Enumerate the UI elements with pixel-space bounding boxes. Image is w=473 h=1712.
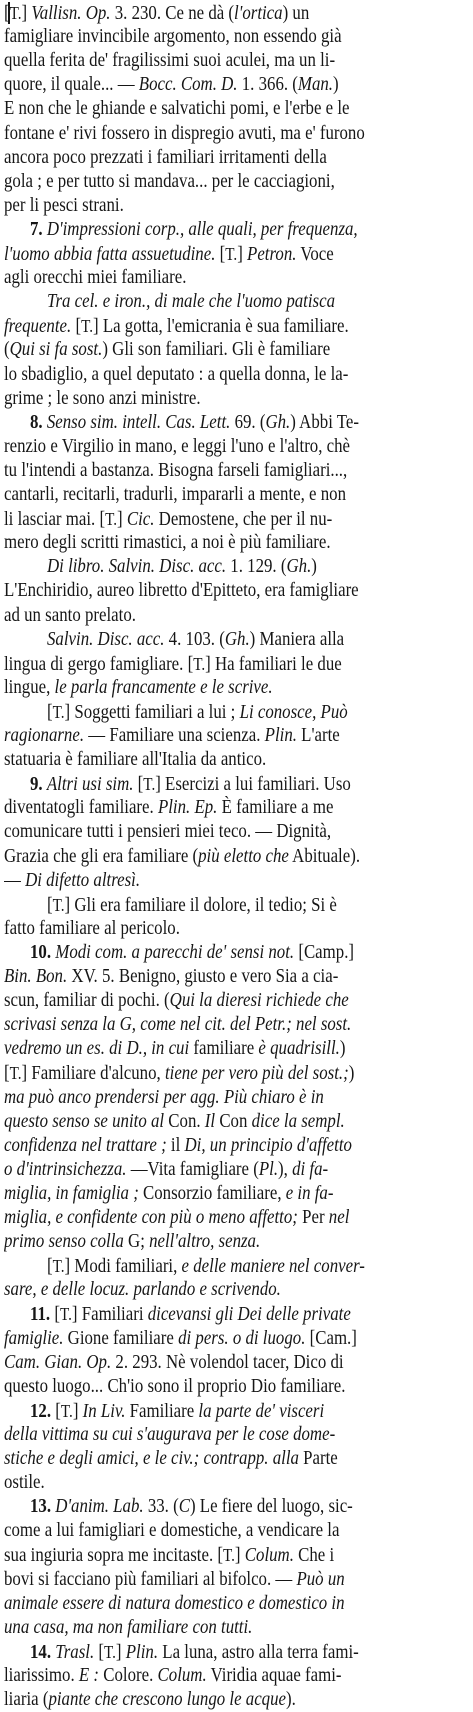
text-run: Il [204, 1110, 216, 1132]
text-run: In Liv. [82, 1400, 126, 1422]
text-line [4, 1447, 401, 1471]
text-run: diventatogli familiare. [4, 797, 158, 819]
text-run: l'uomo abbia fatta assuetudine. [4, 244, 216, 265]
text-run: ) Le fiere del luogo, sic- [189, 1496, 353, 1518]
text-run: Modi com. a parecchi de' sensi not. [55, 941, 295, 963]
dictionary-page [4, 0, 468, 1710]
text-run: ). [285, 1689, 296, 1710]
text-line [4, 1688, 401, 1712]
text-run: ) un [282, 3, 310, 24]
text-run: ) [333, 74, 339, 96]
text-run: È familiare a me [217, 797, 334, 819]
text-run: bovi si facciano più familiari al bifolco. — [4, 1568, 297, 1590]
text-line [30, 1495, 405, 1519]
text-run: questo senso se unito al [4, 1110, 165, 1132]
text-line [4, 122, 401, 146]
text-run: della vittima su cui s'augurava per le cose dome- [4, 1423, 336, 1445]
text-run: scrivasi senza la G, come nel cit. del Petr.; nel sost. [4, 1014, 352, 1036]
text-line [4, 170, 401, 194]
text-run: lo sbadiglio, a quel deputato : a quella donna, le la- [4, 363, 349, 385]
text-line [4, 1061, 401, 1085]
text-run: di fa- [292, 1158, 329, 1180]
text-run: Man. [297, 74, 334, 96]
text-run: tu l'intendi a bastanza. Bisogna farseli famigliari..., [4, 459, 348, 481]
text-run: C [178, 1496, 190, 1518]
text-run: lingua di gergo famigliare. [ [4, 653, 194, 675]
text-run: T. [52, 1256, 65, 1277]
text-run: Bin. Bon. [4, 966, 68, 987]
text-line [47, 290, 408, 314]
text-line [4, 869, 401, 893]
text-run: ragionarne. [4, 725, 85, 746]
text-run: piante che crescono lungo le acque [48, 1689, 286, 1710]
text-run: familiare [189, 1038, 259, 1060]
text-run: [ [47, 1256, 53, 1278]
text-line [4, 483, 401, 507]
text-line [4, 1037, 401, 1061]
text-run: Di difetto altresì. [25, 869, 141, 891]
text-run: Voce [296, 244, 334, 265]
text-run: stiche e degli amici, e le civ.; contrapp. alla [4, 1448, 299, 1469]
text-run: Con [215, 1110, 252, 1132]
text-run: Viridia aquae fami- [206, 1664, 342, 1686]
text-run: grime ; le sono anzi ministre. [4, 387, 201, 409]
text-run: Consorzio familiare, [138, 1182, 286, 1204]
text-run: ] Soggetti familiari a lui ; [64, 701, 240, 723]
text-run: T. [223, 1545, 235, 1566]
text-run: agli orecchi miei familiare. [4, 267, 187, 289]
text-run: E non che le ghiande e salvatichi pomi, e l'erbe e le [4, 98, 350, 120]
text-run: Abituale). [288, 845, 361, 867]
text-run: La luna, astro alla terra fami- [158, 1641, 359, 1663]
text-run: ), [278, 1158, 293, 1180]
text-run: lingue, [4, 676, 55, 698]
text-run: [Cam.] [305, 1327, 357, 1349]
text-run: Colore. [99, 1664, 158, 1686]
text-line [4, 1230, 401, 1254]
text-line [4, 1110, 401, 1134]
text-run: [ [47, 894, 53, 916]
text-run: ] Esercizi a lui familiari. Uso [155, 774, 351, 796]
text-run: T. [193, 653, 206, 674]
text-run: primo senso colla [4, 1231, 124, 1253]
text-run: liaria ( [4, 1689, 49, 1710]
text-line [47, 1254, 408, 1278]
text-line [4, 1423, 401, 1447]
text-line [30, 218, 405, 242]
text-run: T. [104, 1641, 116, 1662]
text-run: 4. 103. ( [164, 628, 225, 650]
text-run: L'Enchiridio, aureo libretto d'Epitteto, era famigliare [4, 580, 359, 602]
text-run: [ [4, 1063, 10, 1085]
text-run: questo luogo... Ch'io sono il proprio Dio familiare. [4, 1375, 346, 1397]
text-run: 1. 129. ( [226, 556, 287, 578]
text-line [4, 1543, 401, 1567]
text-run: Qui la dieresi richiede che [169, 990, 349, 1012]
text-line [4, 146, 401, 170]
text-line [4, 724, 401, 748]
text-run: quore, il quale... — [4, 74, 139, 96]
text-run: ) Maniera alla [249, 628, 345, 650]
text-run: [ [133, 774, 144, 796]
text-run: D'impressioni corp., alle quali, per frequenza, [46, 218, 358, 240]
text-run: Li conosce, Può [239, 701, 348, 723]
text-line [4, 579, 401, 603]
text-run: T. [60, 1400, 73, 1421]
text-line [4, 73, 401, 97]
text-run: dicevansi gli Dei delle private [147, 1304, 351, 1326]
text-line [4, 49, 401, 73]
text-run: ] [116, 509, 127, 531]
text-run: ] Familiare d'alcuno, [21, 1063, 165, 1085]
text-run: Grazia che gli era familiare ( [4, 845, 199, 867]
text-run: Familiare [125, 1400, 199, 1422]
text-run: Colum. [157, 1664, 207, 1686]
text-run: ] Gli era familiare il dolore, il tedio; Si è [64, 894, 337, 916]
text-line [4, 507, 401, 531]
text-run: Cic. [126, 509, 155, 531]
text-line [4, 1471, 401, 1495]
text-run: dice la sempl. [251, 1110, 345, 1132]
text-run: ] [115, 1641, 126, 1663]
text-run: ) [348, 1063, 355, 1085]
text-line [4, 1013, 401, 1037]
text-line [4, 1278, 401, 1302]
text-run: confidenza nel trattare ; [4, 1134, 167, 1156]
text-run: famigliare invincibile argomento, non essendo già [4, 26, 342, 48]
text-line [4, 820, 401, 844]
text-line [4, 1351, 401, 1375]
text-run: comunicare tutti i pensieri miei teco. — Dignità, [4, 821, 332, 843]
text-line [4, 1616, 401, 1640]
text-run: più eletto che [198, 845, 289, 867]
text-run: miglia, in famiglia ; [4, 1182, 139, 1204]
text-run: — Familiare una scienza. [84, 725, 265, 746]
text-run: ] [237, 244, 248, 265]
text-run: come a lui famigliari e domestiche, a vendicare la [4, 1520, 340, 1542]
text-line [4, 917, 401, 941]
text-run: —Vita famigliare ( [126, 1158, 259, 1180]
text-run: Può un [296, 1568, 345, 1590]
text-run: Salvin. Disc. acc. [47, 628, 165, 650]
text-run: 12. [30, 1400, 56, 1422]
text-run: Gh. [286, 556, 312, 578]
text-line [4, 604, 401, 628]
text-run: o d'intrinsichezza. [4, 1158, 127, 1180]
text-run: [ [215, 244, 226, 265]
text-run: statuaria è familiare all'Italia da antico. [4, 749, 267, 771]
text-line [4, 363, 401, 387]
text-run: Di, un principio d'affetto [184, 1134, 352, 1156]
text-run: Parte [298, 1448, 338, 1469]
text-run: tiene per vero più del sost.; [164, 1063, 349, 1085]
text-line [4, 266, 401, 290]
text-run: Plin. [264, 725, 297, 746]
text-run: vedremo un es. di D., in cui [4, 1038, 190, 1060]
text-run: Per [297, 1207, 329, 1228]
text-run: ] Familiari [71, 1304, 148, 1326]
text-run: T. [9, 1063, 22, 1084]
text-run: Colum. [244, 1545, 294, 1567]
text-run: li lasciar mai. [ [4, 509, 106, 531]
text-run: 10. [30, 941, 56, 963]
text-run: quella ferita de' fragilissimi suoi aculei, ma un li- [4, 50, 336, 72]
text-line [4, 1327, 401, 1351]
text-run: T. [52, 701, 65, 722]
text-run: [ [55, 1400, 61, 1422]
text-line [4, 1, 401, 25]
text-run: 2. 293. Nè volendol tacer, Dico di [111, 1351, 344, 1373]
text-run: Con. [164, 1110, 205, 1132]
text-run: Gh. [265, 411, 291, 433]
text-run: T. [143, 774, 156, 795]
text-run: cantarli, recitarli, tradurli, impararli a mente, e non [4, 484, 347, 505]
text-run: Pl. [258, 1158, 279, 1180]
text-line [4, 1568, 401, 1592]
text-run: ] Ha familiari le due [205, 653, 342, 675]
text-line [4, 387, 401, 411]
text-run: Trasl. [55, 1641, 95, 1663]
text-line [4, 1158, 401, 1182]
text-run: renzio e Virgilio in mano, e leggi l'uno e l'altro, chè [4, 435, 351, 457]
text-run: l'ortica [234, 3, 283, 24]
text-line [4, 965, 401, 989]
text-run: e delle maniere nel conver- [181, 1256, 365, 1278]
text-run: e in fa- [285, 1182, 334, 1204]
text-run: mero degli scritti rimastici, a noi è più familiare. [4, 532, 331, 554]
text-line [4, 796, 401, 820]
text-run: ostile. [4, 1472, 45, 1494]
text-run: T. [225, 244, 238, 264]
text-run: sua ingiuria sopra me incitaste. [ [4, 1545, 224, 1567]
text-run: ma può anco prendersi per agg. Più chiaro è in [4, 1086, 324, 1108]
text-line [47, 555, 408, 579]
text-line [4, 338, 401, 362]
text-run: fatto familiare al pericolo. [4, 917, 180, 939]
text-run: 33. ( [143, 1496, 179, 1518]
text-run: Plin. [125, 1641, 159, 1663]
text-line [4, 1134, 401, 1158]
text-line [4, 531, 401, 555]
text-run: ] Modi familiari, [64, 1256, 182, 1278]
text-line [4, 1206, 401, 1230]
text-line [4, 748, 401, 772]
text-line [47, 893, 408, 917]
text-run: ] [21, 3, 32, 24]
text-line [30, 1640, 405, 1664]
text-run: ad un santo prelato. [4, 604, 136, 626]
text-line [4, 1182, 401, 1206]
text-run: 13. [30, 1496, 56, 1518]
text-line [4, 25, 401, 49]
text-run: di pers. o di luogo. [178, 1327, 306, 1349]
text-run: ancora poco prezzati i familiari irritamenti della [4, 146, 327, 168]
text-run: 8. [30, 411, 47, 433]
text-line [30, 772, 405, 796]
text-run: [ [71, 316, 82, 338]
text-run: [ [54, 1304, 60, 1326]
text-run: è quadrisill. [258, 1038, 340, 1060]
text-run: [ [4, 3, 10, 24]
text-run: T. [52, 894, 65, 915]
text-line [4, 1664, 401, 1688]
text-line [4, 459, 401, 483]
text-run: T. [81, 316, 93, 337]
text-run: E : [78, 1664, 100, 1686]
text-line [4, 1519, 401, 1543]
text-run: D'anim. Lab. [55, 1496, 144, 1518]
text-line [4, 1375, 401, 1399]
text-run: 1. 366. ( [237, 74, 298, 96]
text-line [30, 941, 405, 965]
text-run: Demostene, che per il nu- [154, 509, 333, 531]
text-run: la parte de' visceri [198, 1400, 325, 1422]
text-run: [ [47, 701, 53, 723]
text-run: Gh. [224, 628, 250, 650]
text-run: una casa, ma non familiare con tutti. [4, 1616, 253, 1638]
text-run: Gione familiare [63, 1327, 179, 1349]
text-line [4, 97, 401, 121]
text-run: il [166, 1134, 185, 1156]
text-run: 7. [30, 218, 47, 240]
text-run: 3. 230. Ce ne dà ( [110, 3, 235, 24]
text-line [4, 1086, 401, 1110]
text-run: Senso sim. intell. Cas. Lett. [46, 411, 231, 433]
text-line [4, 314, 401, 338]
text-run: Petron. [247, 244, 297, 265]
text-run: ( [4, 339, 10, 361]
text-line [30, 1399, 405, 1423]
text-run: le parla francamente e le scrive. [54, 676, 273, 698]
text-run: T. [9, 3, 22, 23]
text-line [30, 411, 405, 435]
text-run: ) [311, 556, 317, 578]
text-line [4, 845, 401, 869]
text-run: Vallisn. Op. [31, 3, 111, 24]
text-line [4, 989, 401, 1013]
text-run: Altri usi sim. [46, 774, 134, 796]
text-line [47, 628, 408, 652]
text-line [4, 1592, 401, 1616]
text-run: ) [339, 1038, 346, 1060]
text-run: T. [59, 1304, 72, 1325]
text-run: G; [123, 1231, 150, 1253]
text-run: [ [94, 1641, 105, 1663]
text-run: frequente. [4, 316, 72, 338]
text-run: Tra cel. e iron., di male che l'uomo patisca [47, 291, 336, 313]
text-line [4, 194, 401, 218]
text-run: fontane e' rivi fossero in dispregio avuti, ma e' furono [4, 122, 365, 144]
text-run: Qui si fa sost. [9, 339, 103, 361]
text-run: XV. 5. Benigno, giusto e vero Sia a cia- [67, 966, 339, 987]
text-run: scun, familiar di pochi. ( [4, 990, 170, 1012]
text-run: gola ; e per tutto si mandava... per le cacciagioni, [4, 170, 335, 192]
text-run: famiglie. [4, 1327, 64, 1349]
text-run: [Camp.] [294, 941, 355, 963]
text-run: ) Gli son familiari. Gli è familiare [102, 339, 331, 361]
text-line [47, 700, 408, 724]
text-run: liarissimo. [4, 1664, 79, 1686]
text-run: ] La gotta, l'emicrania è sua familiare. [92, 316, 349, 338]
text-run: nell'altro, senza. [149, 1231, 261, 1253]
text-run: 14. [30, 1641, 56, 1663]
text-run: Bocc. Com. D. [138, 74, 238, 96]
text-run: sare, e delle locuz. parlando e scrivendo. [4, 1279, 281, 1301]
text-line [30, 1302, 405, 1326]
text-run: ] [234, 1545, 245, 1567]
text-run: L'arte [296, 725, 340, 746]
text-run: Che i [293, 1545, 335, 1567]
text-run: miglia, e confidente con più o meno affetto; [4, 1207, 298, 1228]
text-run: Cam. Gian. Op. [4, 1351, 112, 1373]
text-run: 69. ( [230, 411, 266, 433]
text-run: ) Abbi Te- [290, 411, 360, 433]
text-line [4, 652, 401, 676]
text-run: Di libro. Salvin. Disc. acc. [47, 556, 227, 578]
text-line [4, 435, 401, 459]
text-run: — [4, 869, 26, 891]
text-line [4, 676, 401, 700]
text-line [4, 242, 401, 266]
text-run: T. [105, 509, 117, 530]
text-run: per li pesci strani. [4, 194, 124, 216]
text-run: Plin. Ep. [157, 797, 218, 819]
text-run: animale essere di natura domestico e domestico in [4, 1592, 345, 1614]
text-run: ] [72, 1400, 83, 1422]
text-run: 11. [30, 1304, 55, 1326]
text-run: 9. [30, 774, 47, 796]
text-run: nel [328, 1207, 350, 1228]
